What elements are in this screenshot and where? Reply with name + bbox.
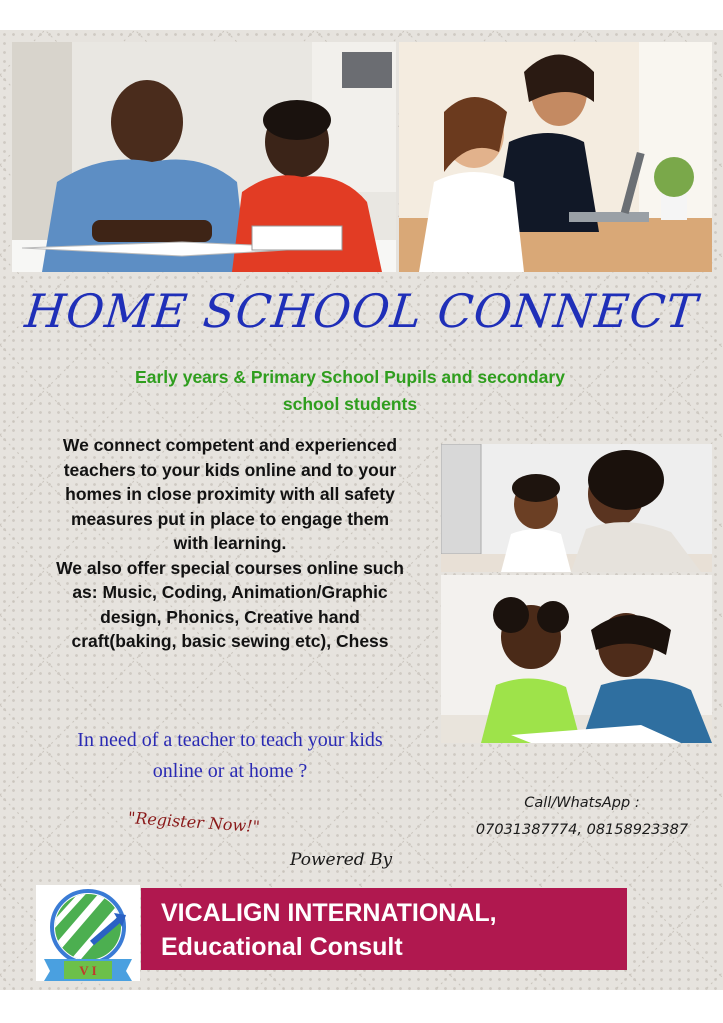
logo-text: V I	[79, 963, 97, 978]
description-line: craft(baking, basic sewing etc), Chess	[71, 631, 389, 651]
powered-by-label: Powered By	[290, 850, 393, 870]
subtitle-line: school students	[282, 394, 418, 414]
vicalign-logo-icon	[36, 885, 140, 981]
photo-woman-and-girl-computer	[441, 444, 712, 572]
register-now-text: "Register Now!"	[127, 808, 261, 837]
call-to-action	[14, 725, 446, 787]
company-tagline: Educational Consult	[161, 933, 403, 961]
flyer-subtitle	[70, 364, 630, 418]
contact-info	[462, 790, 702, 844]
description-line: homes in close proximity with all safety	[65, 484, 395, 504]
subtitle-line: Early years & Primary School Pupils and secondary	[135, 367, 565, 387]
company-banner	[141, 888, 627, 970]
photo-tutor-and-boy	[12, 42, 396, 272]
cta-line: In need of a teacher to teach your kids	[77, 729, 383, 751]
description-line: teachers to your kids online and to your	[63, 459, 397, 480]
description-line: design, Phonics, Creative hand	[100, 606, 360, 627]
description-line: We connect competent and experienced	[62, 435, 398, 455]
description-line: measures put in place to engage them	[71, 508, 389, 529]
cta-line: online or at home ?	[152, 760, 308, 782]
contact-numbers: 07031387774, 08158923387	[475, 822, 689, 838]
photo-mother-and-girl-laptop	[399, 42, 712, 272]
contact-label: Call/WhatsApp :	[524, 795, 640, 811]
company-name: VICALIGN INTERNATIONAL,	[161, 899, 497, 927]
flyer-title: HOME SCHOOL CONNECT	[22, 284, 701, 338]
description-line: as: Music, Coding, Animation/Graphic	[72, 582, 388, 602]
flyer	[0, 30, 723, 990]
service-description	[14, 433, 446, 654]
photo-woman-and-girl-drawing	[441, 575, 712, 743]
description-line: We also offer special courses online such	[56, 557, 404, 578]
description-line: with learning.	[173, 533, 287, 553]
